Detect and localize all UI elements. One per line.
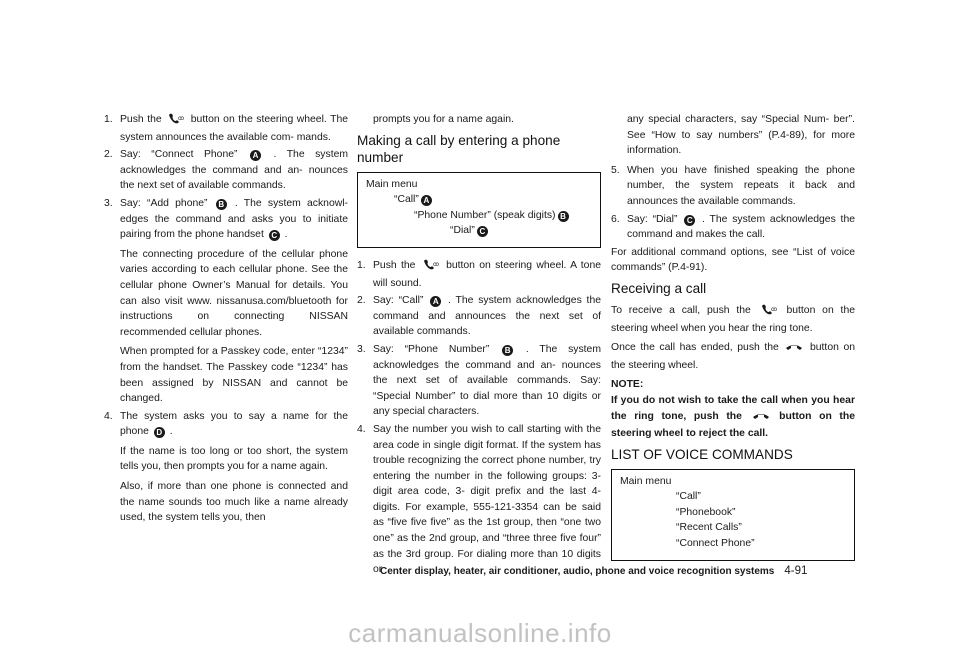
watermark: carmanualsonline.info (348, 618, 612, 648)
step-text-cont: . The system acknowl- edges the command and asks you to initiate pairing from the phone handset (120, 197, 349, 241)
phone-voice-icon (760, 303, 778, 321)
section-heading-receiving-call: Receiving a call (611, 280, 707, 296)
step-text: Say: “Dial” (627, 213, 678, 225)
step-text: Push the (373, 259, 416, 271)
step-3-paragraph-2: The connecting procedure of the cellular phone varies according to each cellular phone. See the cellular phone Owner’s Manual for details. You can also visit www. nissanusa.com/bluetooth for instructions on connecting NISSAN recommended cellular phones. (120, 248, 348, 338)
step-number: 1. (357, 259, 366, 271)
callout-b-badge: B (216, 199, 227, 210)
step-number: 6. (611, 213, 620, 225)
box-line-text: “Dial” (450, 225, 475, 237)
column-3 (611, 112, 855, 571)
step-1 (357, 258, 601, 291)
step-text: When you have finished speaking the phone number, the system repeats it back and announces the available commands. (627, 164, 855, 207)
section-heading-voice-commands: LIST OF VOICE COMMANDS (611, 446, 793, 462)
hang-up-icon (752, 411, 770, 427)
step-text: Say: “Call” (373, 295, 424, 307)
box-line-dial (366, 223, 592, 239)
page-number: 4-91 (784, 565, 808, 577)
box-line-main-menu: Main menu (366, 178, 418, 190)
section-heading-dial-number: Making a call by entering a phone number (357, 132, 561, 165)
callout-b-badge: B (558, 211, 569, 222)
footer-section-title: Center display, heater, air conditioner, audio, phone and voice recognition systems (380, 566, 775, 577)
callout-c-badge: C (684, 215, 695, 226)
svg-text:ꝏ: ꝏ (432, 260, 439, 268)
step-number: 2. (357, 295, 366, 307)
step-text-cont: button on steering wheel. A tone will sound. (373, 259, 602, 289)
box-line-call: “Call” (676, 491, 701, 503)
step-text: Say: “Add phone” (120, 197, 208, 209)
step-text-cont: . The system acknowledges the command and an- nounces the next set of available commands. (120, 149, 349, 192)
end-call-text (611, 340, 855, 373)
step-6 (611, 212, 855, 243)
step-1 (104, 112, 348, 145)
step-text: Say: “Connect Phone” (120, 149, 238, 161)
note-text-part: If you do not wish to take the call when you hear the ring tone, push the (611, 394, 855, 422)
box-line-text: “Call” (394, 194, 419, 206)
step-number: 1. (104, 114, 113, 125)
continued-text: any special characters, say “Special Num- ber”. See “How to say numbers” (P.4-89), for more information. (627, 114, 855, 157)
column-2 (357, 112, 601, 580)
callout-d-badge: D (154, 427, 165, 438)
note-label: NOTE: (611, 379, 644, 391)
phone-voice-icon (167, 112, 185, 130)
box-line-call (366, 192, 592, 208)
step-text-end: . (284, 229, 288, 241)
end-text: Once the call has ended, push the (611, 342, 779, 354)
step-number: 4. (104, 410, 113, 422)
receive-text-cont: button on the steering wheel when you hear the ring tone. (611, 304, 856, 334)
callout-a-badge: A (430, 296, 441, 307)
step-text: Push the (120, 114, 162, 125)
step-2 (357, 293, 601, 340)
box-line-phonebook: “Phonebook” (676, 506, 736, 518)
callout-a-badge: A (250, 150, 261, 161)
step-text-cont: . The system acknowledges the command and an- nounces the next set of available commands. Say: “Special Number” to dial more than 10 digits or any special characters. (373, 343, 601, 418)
step-4 (104, 409, 348, 440)
box-line-text: “Phone Number” (speak digits) (414, 209, 556, 221)
step-text: Say: “Phone Number” (373, 343, 490, 355)
step-3 (104, 196, 348, 243)
box-line-main-menu: Main menu (620, 475, 672, 487)
step-4-paragraph-2: If the name is too long or too short, the system tells you, then prompts you for a name again. (120, 445, 348, 473)
step-text-cont: . The system acknowledges the command and announces the next set of available commands. (373, 295, 602, 338)
step-number: 3. (104, 197, 113, 209)
step-3 (357, 342, 601, 420)
step-number: 4. (357, 423, 366, 435)
continued-text: prompts you for a name again. (373, 114, 514, 125)
command-flow-box (357, 172, 601, 248)
step-number: 3. (357, 343, 366, 355)
receive-text: To receive a call, push the (611, 304, 751, 316)
step-number: 2. (104, 149, 113, 161)
step-text: Say the number you wish to call starting with the area code in single digit format. If the system has trouble recognizing the correct phone number, try entering the number in the following groups: 3-digit area code, 3- digit prefix and the last 4-digits. For example, 555-121-3354 can be said as “five five five” as the 1st group, then “one two one” as the 2nd group, and “three three five four” as the 3rd group. For dialing more than 10 digits or (373, 423, 601, 576)
step-3-paragraph-3: When prompted for a Passkey code, enter “1234” from the handset. The Passkey code “1234” has been assigned by NISSAN and cannot be changed. (120, 346, 348, 405)
step-5 (611, 163, 855, 210)
step-text-end: . (169, 426, 173, 438)
phone-voice-icon (422, 258, 440, 276)
step-4-paragraph-3: Also, if more than one phone is connected and the name sounds too much like a name already used, the system tells you, then (120, 481, 348, 524)
step-text-cont: . The system acknowledges the command and makes the call. (627, 213, 856, 241)
step-text: The system asks you to say a name for the phone (120, 410, 348, 438)
svg-text:ꝏ: ꝏ (178, 115, 185, 122)
voice-commands-box (611, 469, 855, 561)
svg-text:ꝏ: ꝏ (770, 305, 777, 313)
step-text-cont: button on the steering wheel. The system announces the available com- mands. (120, 114, 349, 143)
box-line-recent-calls: “Recent Calls” (676, 522, 742, 534)
callout-c-badge: C (269, 230, 280, 241)
end-text-cont: button on the steering wheel. (611, 342, 856, 371)
callout-b-badge: B (502, 345, 513, 356)
additional-options-text: For additional command options, see “List of voice commands” (P.4-91). (611, 246, 855, 274)
receive-call-text (611, 303, 855, 336)
note-text (611, 393, 855, 442)
step-2 (104, 147, 348, 194)
step-4 (357, 422, 601, 578)
note-text-cont: button on the steering wheel to reject the call. (611, 410, 855, 440)
box-line-connect-phone: “Connect Phone” (676, 538, 755, 550)
box-line-phone-number (366, 208, 592, 224)
column-1 (104, 112, 348, 528)
callout-c-badge: C (477, 226, 488, 237)
step-number: 5. (611, 164, 620, 176)
hang-up-icon (785, 342, 803, 358)
page-footer (380, 564, 860, 579)
callout-a-badge: A (421, 195, 432, 206)
